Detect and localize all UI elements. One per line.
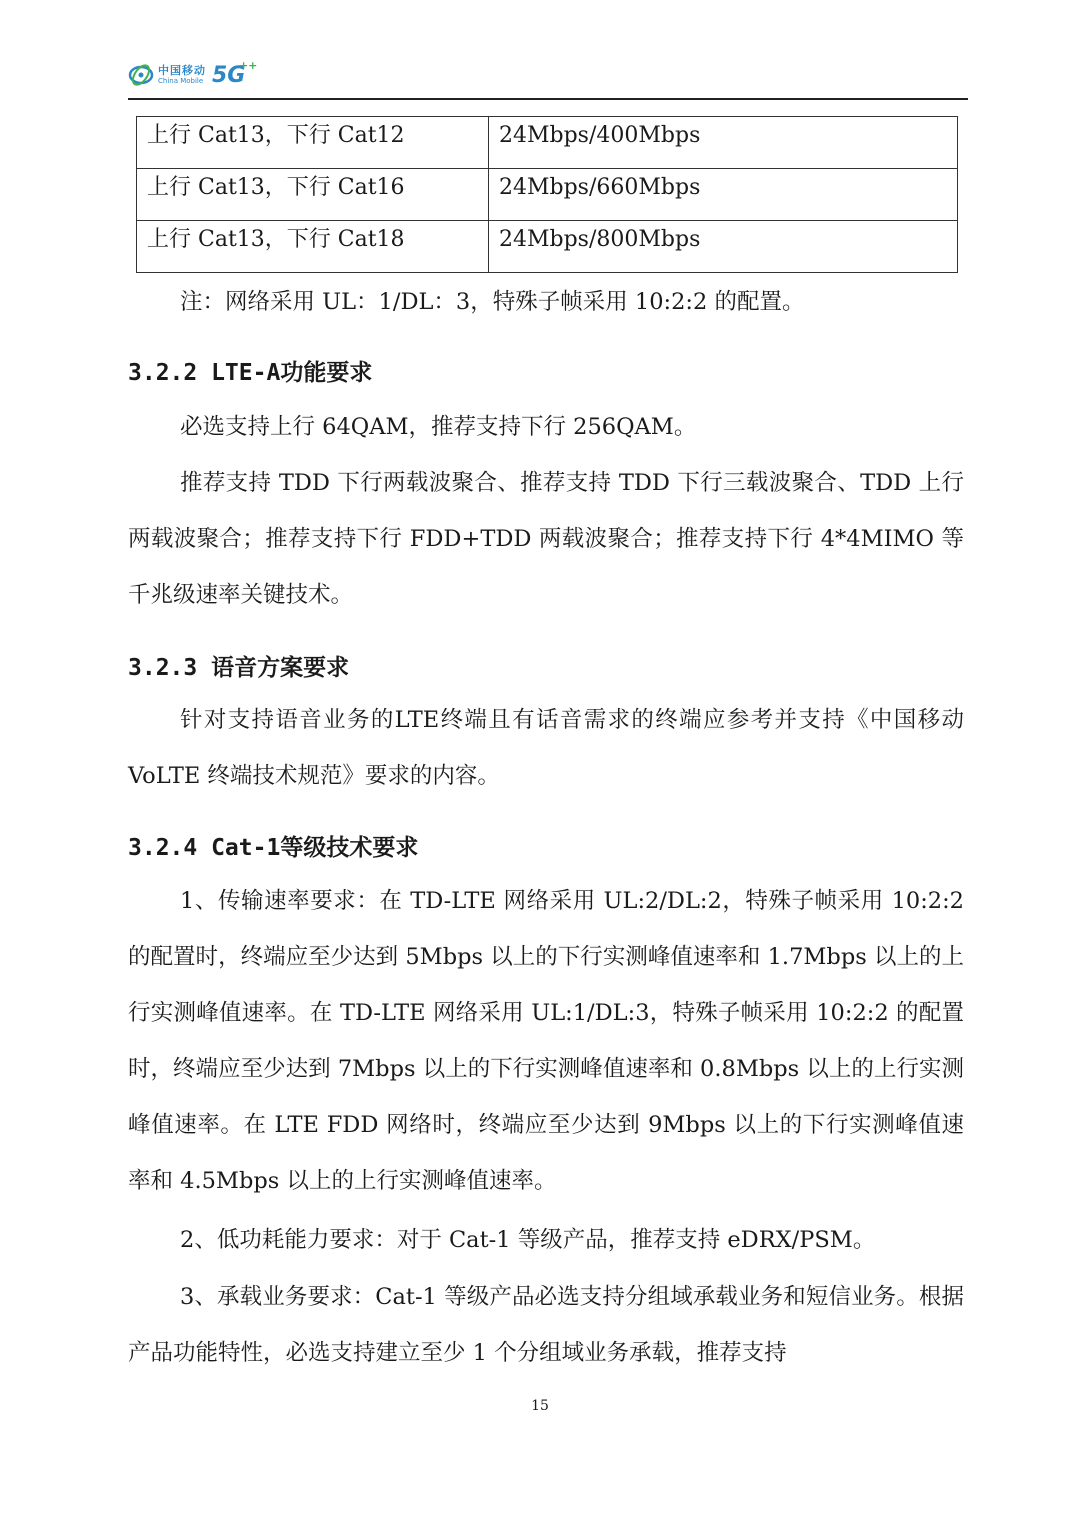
capability-rate-table (136, 116, 958, 273)
section-heading-3-2-3: 3.2.3 语音方案要求 (128, 655, 350, 681)
paragraph: 3、承载业务要求：Cat-1 等级产品必选支持分组域承载业务和短信业务。根据产品功能特性，必选支持建立至少 1 个分组域业务承载，推荐支持 (128, 1284, 964, 1366)
china-mobile-swirl-icon (128, 62, 154, 88)
page-number: 15 (531, 1398, 549, 1414)
table-cell-category: 上行 Cat13，下行 Cat18 (137, 221, 489, 273)
paragraph: 必选支持上行 64QAM，推荐支持下行 256QAM。 (180, 414, 697, 440)
table-row (137, 221, 958, 273)
paragraph: 针对支持语音业务的LTE终端且有话音需求的终端应参考并支持《中国移动 VoLTE 终端技术规范》要求的内容。 (128, 707, 964, 789)
table-row (137, 169, 958, 221)
logo-5g-text: 5G (212, 62, 246, 88)
china-mobile-logo (128, 58, 258, 88)
table-cell-category: 上行 Cat13，下行 Cat12 (137, 117, 489, 169)
table-row (137, 117, 958, 169)
logo-5g (212, 58, 258, 88)
table-cell-rate: 24Mbps/800Mbps (489, 221, 958, 273)
section-heading-3-2-4: 3.2.4 Cat-1等级技术要求 (128, 835, 419, 861)
logo-plus: ++ (238, 58, 258, 72)
paragraph: 2、低功耗能力要求：对于 Cat-1 等级产品，推荐支持 eDRX/PSM。 (180, 1227, 876, 1253)
logo-english-name: China Mobile (158, 77, 204, 85)
table-note: 注：网络采用 UL：1/DL：3，特殊子帧采用 10:2:2 的配置。 (180, 289, 805, 315)
table-cell-rate: 24Mbps/400Mbps (489, 117, 958, 169)
section-heading-3-2-2: 3.2.2 LTE-A功能要求 (128, 360, 373, 386)
table-cell-category: 上行 Cat13，下行 Cat16 (137, 169, 489, 221)
logo-chinese-name: 中国移动 (158, 64, 206, 77)
paragraph: 推荐支持 TDD 下行两载波聚合、推荐支持 TDD 下行三载波聚合、TDD 上行两载波聚合；推荐支持下行 FDD+TDD 两载波聚合；推荐支持下行 4*4MIMO 等千兆级速率关键技术。 (128, 470, 964, 608)
table-cell-rate: 24Mbps/660Mbps (489, 169, 958, 221)
page-header (128, 58, 968, 100)
paragraph: 1、传输速率要求：在 TD-LTE 网络采用 UL:2/DL:2，特殊子帧采用 10:2:2 的配置时，终端应至少达到 5Mbps 以上的下行实测峰值速率和 1.7Mbps 以上的上行实测峰值速率。在 TD-LTE 网络采用 UL:1/DL:3，特殊子帧采用 10:2:2 的配置时，终端应至少达到 7Mbps 以上的下行实测峰值速率和 0.8Mbps 以上的上行实测峰值速率。在 LTE FDD 网络时，终端应至少达到 9Mbps 以上的下行实测峰值速率和 4.5Mbps 以上的上行实测峰值速率。 (128, 888, 964, 1194)
